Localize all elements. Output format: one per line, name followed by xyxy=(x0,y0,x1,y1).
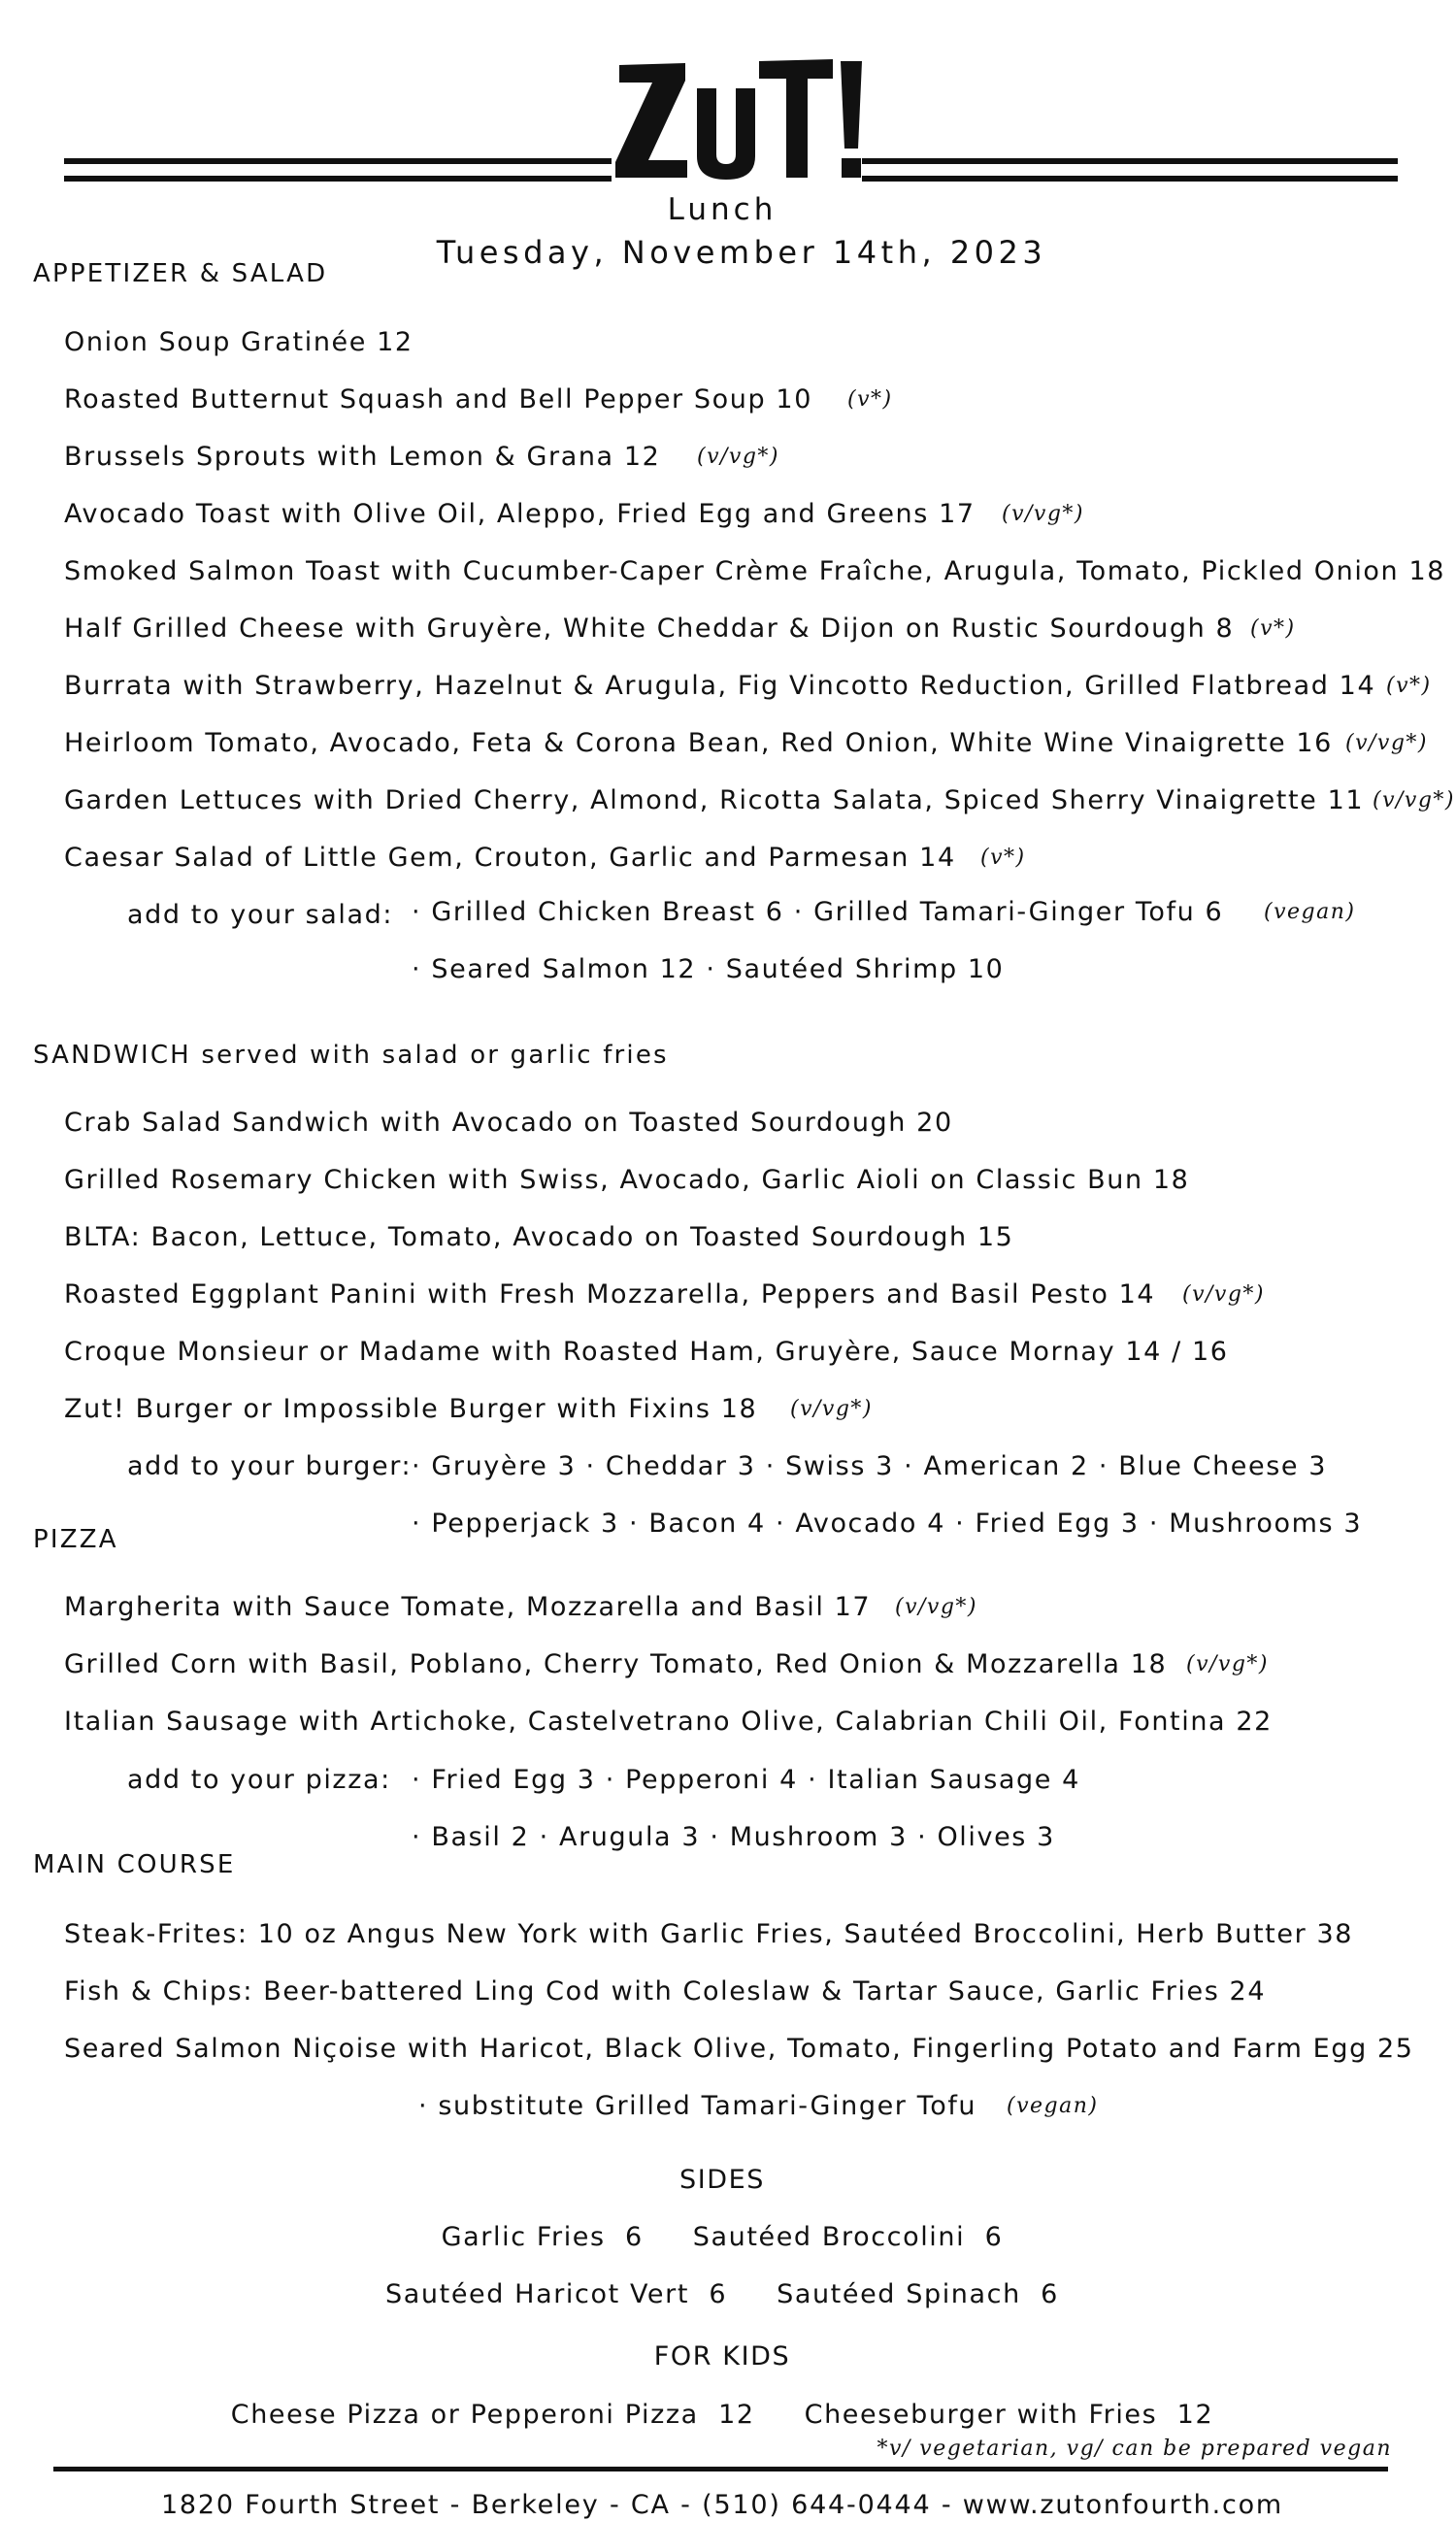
diet-tag: (v/vg*) xyxy=(790,1397,874,1421)
menu-item: Heirloom Tomato, Avocado, Feta & Corona Bean, Red Onion, White Wine Vinaigrette 16 xyxy=(64,728,1333,758)
menu-item: Roasted Eggplant Panini with Fresh Mozzarella, Peppers and Basil Pesto 14 xyxy=(64,1279,1156,1310)
menu-item: Garden Lettuces with Dried Cherry, Almond, Ricotta Salata, Spiced Sherry Vinaigrette 11 xyxy=(64,785,1365,815)
menu-item: Roasted Butternut Squash and Bell Pepper Soup 10 xyxy=(64,384,812,415)
footer-address: 1820 Fourth Street - Berkeley - CA - (510) 644-0444 - www.zutonfourth.com xyxy=(160,2490,1284,2520)
section-title-main: MAIN COURSE xyxy=(33,1850,236,1879)
menu-item: Crab Salad Sandwich with Avocado on Toasted Sourdough 20 xyxy=(64,1108,953,1138)
diet-tag: (v/vg*) xyxy=(697,445,780,469)
menu-item: Italian Sausage with Artichoke, Castelvetrano Olive, Calabrian Chili Oil, Fontina 22 xyxy=(64,1707,1273,1737)
diet-tag: (v/vg*) xyxy=(1182,1282,1266,1307)
header-rule-left xyxy=(64,158,612,182)
menu-item: Croque Monsieur or Madame with Roasted Ham, Gruyère, Sauce Mornay 14 / 16 xyxy=(64,1337,1229,1367)
addon-label-burger: add to your burger: xyxy=(127,1451,413,1481)
section-title-pizza: PIZZA xyxy=(33,1525,118,1554)
meal-title: Lunch xyxy=(667,192,778,227)
diet-tag: (v*) xyxy=(980,846,1026,870)
diet-tag: (vegan) xyxy=(1007,2094,1099,2118)
diet-tag: (v*) xyxy=(847,387,893,412)
diet-tag: (v/vg*) xyxy=(1186,1652,1270,1676)
menu-item: Seared Salmon Niçoise with Haricot, Black Olive, Tomato, Fingerling Potato and Farm Egg 25 xyxy=(64,2034,1414,2064)
addon-options-salad-2: · Seared Salmon 12 · Sautéed Shrimp 10 xyxy=(412,954,1005,984)
addon-options-pizza-2: · Basil 2 · Arugula 3 · Mushroom 3 · Olives 3 xyxy=(412,1822,1055,1852)
header-rule-right xyxy=(862,158,1398,182)
diet-tag: (v/vg*) xyxy=(895,1595,978,1619)
addon-options-burger: · Gruyère 3 · Cheddar 3 · Swiss 3 · American 2 · Blue Cheese 3 xyxy=(412,1451,1328,1481)
menu-item: Half Grilled Cheese with Gruyère, White Cheddar & Dijon on Rustic Sourdough 8 xyxy=(64,614,1235,644)
menu-item: Onion Soup Gratinée 12 xyxy=(64,327,414,357)
sides-line: Garlic Fries 6 Sautéed Broccolini 6 xyxy=(441,2222,1004,2252)
addon-label-salad: add to your salad: xyxy=(127,900,394,930)
menu-item: Avocado Toast with Olive Oil, Aleppo, Fried Egg and Greens 17 xyxy=(64,499,976,529)
menu-item: BLTA: Bacon, Lettuce, Tomato, Avocado on Toasted Sourdough 15 xyxy=(64,1222,1014,1252)
menu-item: Smoked Salmon Toast with Cucumber-Caper Crème Fraîche, Arugula, Tomato, Pickled Onion 18 xyxy=(64,556,1445,586)
diet-legend: *v/ vegetarian, vg/ can be prepared vegan xyxy=(877,2437,1392,2461)
diet-tag: (v/vg*) xyxy=(1373,788,1456,813)
diet-tag: (v*) xyxy=(1250,616,1296,641)
menu-item: Caesar Salad of Little Gem, Crouton, Garlic and Parmesan 14 xyxy=(64,843,956,873)
menu-item: Steak-Frites: 10 oz Angus New York with Garlic Fries, Sautéed Broccolini, Herb Butter 38 xyxy=(64,1919,1354,1949)
addon-options-burger-2: · Pepperjack 3 · Bacon 4 · Avocado 4 · Fried Egg 3 · Mushrooms 3 xyxy=(412,1509,1363,1539)
diet-tag: (v*) xyxy=(1386,674,1432,698)
footer-rule xyxy=(53,2467,1388,2471)
menu-item: Burrata with Strawberry, Hazelnut & Arugula, Fig Vincotto Reduction, Grilled Flatbread 14 xyxy=(64,671,1376,701)
addon-label-pizza: add to your pizza: xyxy=(127,1765,391,1795)
menu-item: Zut! Burger or Impossible Burger with Fixins 18 xyxy=(64,1394,758,1424)
section-title-sides: SIDES xyxy=(678,2165,766,2195)
sides-line: Sautéed Haricot Vert 6 Sautéed Spinach 6 xyxy=(385,2279,1059,2309)
diet-tag: (v/vg*) xyxy=(1002,502,1085,526)
menu-date: Tuesday, November 14th, 2023 xyxy=(436,234,1047,271)
section-title-kids: FOR KIDS xyxy=(653,2341,791,2372)
menu-item: Grilled Rosemary Chicken with Swiss, Avocado, Garlic Aioli on Classic Bun 18 xyxy=(64,1165,1190,1195)
section-title-appetizer: APPETIZER & SALAD xyxy=(33,259,328,288)
zut-logo xyxy=(602,53,874,184)
diet-tag: (v/vg*) xyxy=(1345,731,1429,755)
menu-item: Brussels Sprouts with Lemon & Grana 12 xyxy=(64,442,661,472)
menu-item: Margherita with Sauce Tomate, Mozzarella and Basil 17 xyxy=(64,1592,872,1622)
diet-tag: (vegan) xyxy=(1264,900,1356,924)
substitute-option: · substitute Grilled Tamari-Ginger Tofu xyxy=(418,2091,977,2121)
kids-line: Cheese Pizza or Pepperoni Pizza 12 Cheeseburger with Fries 12 xyxy=(230,2400,1214,2430)
addon-options-pizza: · Fried Egg 3 · Pepperoni 4 · Italian Sausage 4 xyxy=(412,1765,1080,1795)
addon-options-salad: · Grilled Chicken Breast 6 · Grilled Tamari-Ginger Tofu 6 xyxy=(412,897,1224,927)
menu-item: Fish & Chips: Beer-battered Ling Cod with Coleslaw & Tartar Sauce, Garlic Fries 24 xyxy=(64,1976,1267,2007)
menu-item: Grilled Corn with Basil, Poblano, Cherry Tomato, Red Onion & Mozzarella 18 xyxy=(64,1649,1168,1679)
section-title-sandwich: SANDWICH served with salad or garlic fries xyxy=(33,1041,669,1070)
